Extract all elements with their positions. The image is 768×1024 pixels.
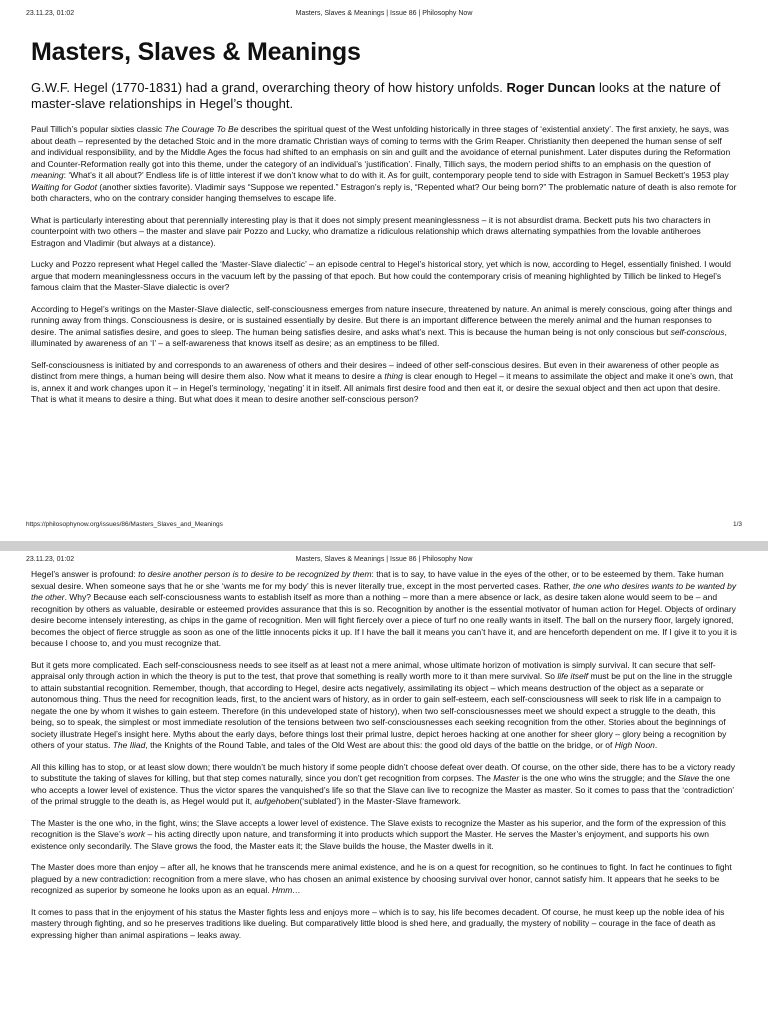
body-paragraph [31,660,737,752]
paragraph-text: . [654,740,658,750]
header-datetime: 23.11.23, 01:02 [26,556,75,563]
paragraph-text: : that is to say, to have value in the eyes of the other, or to be esteemed by them. Take human sexual desire. When someone says that he or she ‘wants me for my body’ this is never literally true, except in the most perverted cases. Rather, [31,569,724,591]
italic-text: The Courage To Be [164,124,239,134]
paragraph-text: Self-consciousness is initiated by and corresponds to an awareness of others and their desires – indeed of other self-conscious desires. But even in their awareness of other people as distinct from mere things, a human being will desire them also. Now what it means to desire a [31,359,719,381]
paragraph-text: But it gets more complicated. Each self-consciousness needs to see itself as at least not a mere animal, whose ultimate horizon of motivation is simply survival. It can secure that self-appraisal only through action in which the theory is put to the test, that prove that something is really worth more to it than mere survival. So [31,659,716,681]
paragraph-text: According to Hegel’s writings on the Master-Slave dialectic, self-consciousness emerges from nature insecure, threatened by nature. An animal is merely conscious, going after things and running away from things. Consciousness is desire, or is sustained essentially by desire. But there is an important difference between the merely animal and the human responses to desire. The animal satisfies desire, and goes to sleep. The human being satisfies desire, and asks what’s next. This is because the human being is not only conscious but [31,303,732,337]
article-standfirst [31,80,737,112]
body-paragraph [31,762,737,808]
footer-page-number: 1/3 [732,521,742,528]
paragraph-text: The Master is the one who, in the fight, wins; the Slave accepts a lower level of existence. The Slave exists to recognize the Master as his superior, and the form of the expression of this recognition is the Slave’s [31,817,726,839]
header-page-title: Masters, Slaves & Meanings | Issue 86 | Philosophy Now [295,10,473,17]
paragraph-text: Hegel’s answer is profound: [31,569,139,579]
italic-text: Master [493,773,520,783]
body-paragraph [31,907,737,942]
paragraph-text: – his acting directly upon nature, and transforming it into products which support the Master. He serves the Master’s enjoyment, and supports his own existence only secondarily. The Slave grows the food, the Master eats it; the Slave builds the house, the Master dwells in it. [31,829,709,851]
article-body-page-2 [31,569,737,951]
italic-text: meaning [31,170,64,180]
paragraph-text: must be put on the line in the struggle to attain substantial recognition. Remember, though, that according to Hegel, desire acts negatively, assimilating its object – which means destruction of the object as a separate or autonomous thing. Thus the need for recognition leads, first, to the ancient wars of history, as in order to gain self-esteem, each self-consciousness will seek to risk life in a campaign to negate the one by whom it wishes to gain esteem. Therefore (in this undeveloped state of history), when two self-consciousnesses meet we should expect a struggle to the death, this being, so to speak, the simplest or most immediate resolution of the tensions between two self-consciousnesses each seeking recognition from the other. Stories about the beginnings of society illustrate Hegel’s insight here. Myths about the early days, before things lost their primal lustre, depict heroes hacking at one another for sheer glory – glory being a recognition by others of your status. [31,671,733,750]
italic-text: the one who desires wants to be wanted by the other [31,580,737,602]
body-paragraph [31,569,737,650]
body-paragraph [31,818,737,853]
article-title: Masters, Slaves & Meanings [31,38,361,66]
italic-text: Waiting for Godot [31,181,97,192]
italic-text: The Iliad [112,740,146,750]
header-page-title: Masters, Slaves & Meanings | Issue 86 | Philosophy Now [295,556,473,563]
header-datetime: 23.11.23, 01:02 [26,10,75,17]
body-paragraph [31,215,737,250]
italic-text: Hmm… [272,885,301,895]
paragraph-text: : ‘What’s it all about?’ Endless life is of little interest if we don’t know what to do with it. As for guilt, contemporary people tend to side with Estragon in Samuel Beckett’s 1953 play [63,170,729,180]
italic-text: work [127,829,146,839]
article-body-page-1 [31,124,737,416]
paragraph-text: The Master does more than enjoy – after all, he knows that he transcends mere animal existence, and he is on a quest for recognition, so he continues to fight. In fact he continues to fight plagued by a new contradiction: recognition from a mere slave, who has chosen an animal existence by choosing survival over honor, cannot satisfy him. It appears that he seeks to be recognized as superior by someone he looks upon as an equal. [31,862,732,895]
italic-text: thing [384,371,403,381]
italic-text: aufgehoben [254,796,300,806]
paragraph-text: , the Knights of the Round Table, and tales of the Old West are about this: the good old days of the battle on the bridge, or of [145,740,615,750]
paragraph-text: the one who accepts a lower level of existence. Thus the victor spares the vanquished’s life so that the Slave can live to recognize the Master as master. So it comes to pass that the ‘contradiction’ of the primal struggle to the death is, as Hegel would put it, [31,773,734,806]
body-paragraph [31,124,737,205]
paragraph-text: describes the spiritual quest of the West unfolding historically in three stages of ‘existential anxiety’. The first anxiety, he says, was about death – represented by the detached Stoic and in the more dramatic Christian ways of coming to terms with the Grim Reaper. Christianity then deepened the human sense of self and individual responsibility, and by the Middle Ages the focus had shifted to an emphasis on sin and guilt and the avoidance of eternal punishment. Later disputes during the Reformation and Counter-Reformation really got into this theme, under the category of an individual’s ‘justification’. Finally, Tillich says, the modern period shifts to an emphasis on the question of [31,124,731,169]
paragraph-text: . Why? Because each self-consciousness wants to establish itself as more than a nothing – more than a mere absence or lack, as desire taken alone would seem to be – and recognition by others as valuable, desirable or esteemed provides assurance that this is so. Recognition by another is the essential motivator of human action for Hegel. Objects of ordinary desire become intensely interesting, as chips in the game of recognition. Men will fight fiercely over a piece of turf no one really wants in itself. The ball on the nursery floor, largely ignored, becomes the object of fierce struggle as soon as one of the little innocents picks it up. If I have the ball it means you can’t have it, and are henceforth dependent on me. If I give it to you it is because I choose to, and you must recognize that. [31,592,737,648]
paragraph-text: Lucky and Pozzo represent what Hegel called the ‘Master-Slave dialectic’ – an episode central to Hegel’s historical story, yet which is now, according to Hegel, essentially finished. I would argue that modern meaninglessness occurs in the vacuum left by the passing of that epoch. But how could the contemporary crisis of meaning highlighted by Tillich be linked to Hegel’s famous claim that the Master-Slave dialectic is over? [31,259,732,292]
italic-text: Slave [677,773,700,783]
italic-text: life itself [557,671,589,681]
body-paragraph [31,259,737,294]
italic-text: self-conscious [670,326,725,337]
paragraph-text: It comes to pass that in the enjoyment of his status the Master fights less and enjoys more – which is to say, his life becomes decadent. Of course, he must keep up the noble idea of his mastery through fighting, and so he preserves traditions like dueling. But comparatively little blood is shed here, and gradually, the mystery of nobility – courage in the face of death as expressing higher than animal aspirations – leaks away. [31,906,725,940]
standfirst-author: Roger Duncan [506,80,596,95]
italic-text: High Noon [614,740,655,750]
body-paragraph [31,304,737,350]
body-paragraph [31,862,737,897]
paragraph-text: Paul Tillich’s popular sixties classic [31,124,165,134]
pdf-page-2 [0,551,768,1024]
italic-text: to desire another person is to desire to be recognized by them [138,569,372,579]
page-footer [26,521,742,528]
paragraph-text: , illuminated by awareness of an ‘I’ – a self-awareness that knows itself as desire; as an emptiness to be filled. [31,326,727,348]
paragraph-text: (‘sublated’) in the Master-Slave framework. [299,796,461,806]
paragraph-text: All this killing has to stop, or at least slow down; there wouldn’t be much history if some people didn’t choose defeat over death. Of course, on the other side, there has to be a victory ready to substitute the taking of slaves for killing, but that step comes naturally, since you don’t get recognition from corpses. The [31,761,735,783]
footer-url-link[interactable]: https://philosophynow.org/issues/86/Masters_Slaves_and_Meanings [26,521,223,528]
body-paragraph [31,360,737,406]
paragraph-text: What is particularly interesting about that perennially interesting play is that it does not simply present meaninglessness – it is not absurdist drama. Beckett puts his two characters in counterpoint with two others – the master and slave pair Pozzo and Lucky, who dramatize a ridiculous relationship which draws alternating sympathies from the lovable antiheroes Estragon and Vladimir (but always at a distance). [31,214,711,248]
standfirst-intro: G.W.F. Hegel (1770-1831) had a grand, overarching theory of how history unfolds. [31,80,507,95]
paragraph-text: is clear enough to Hegel – it means to assimilate the object and make it one’s own, that is, annex it and work changes upon it – in Hegel’s terminology, ‘negating’ it in itself. All animals first desire food and then eat it, or desire the sexual object and then act upon that desire. That is what it means to desire a thing. But what does it mean to desire another self-conscious person? [31,371,733,404]
paragraph-text: is the one who wins the struggle; and the [519,773,678,783]
paragraph-text: (another sixties favorite). Vladimir says “Suppose we repented.” Estragon’s reply is, “Repented what? Our being born?” The problematic nature of death is also remote for both characters, who on the contrary consider hanging themselves to escape life. [31,181,737,203]
standfirst-outro: looks at the nature of master-slave relationships in Hegel’s thought. [31,80,721,111]
